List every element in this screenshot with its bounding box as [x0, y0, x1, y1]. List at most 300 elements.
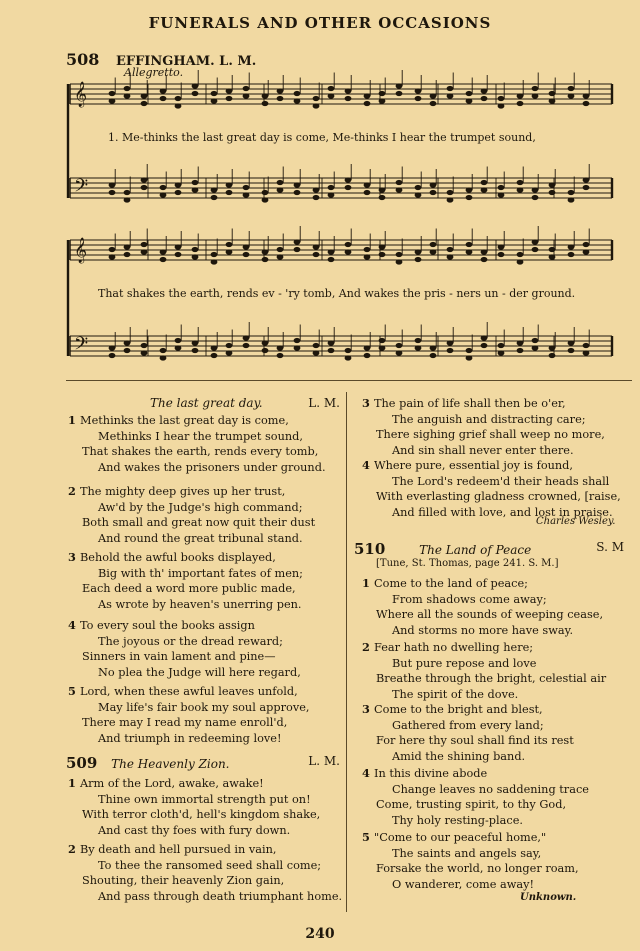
stanza-line: The pain of life shall then be o'er,	[374, 397, 566, 410]
notehead	[226, 249, 233, 254]
notehead	[532, 338, 539, 343]
stanza-line: With terror cloth'd, hell's kingdom shake,	[82, 808, 321, 822]
notehead	[160, 348, 167, 353]
stanza-line: Forsake the world, no longer roam,	[376, 862, 579, 876]
hymn-510-stanza-3	[362, 702, 574, 764]
stanza-line: But pure repose and love	[392, 656, 537, 670]
notehead	[160, 88, 167, 93]
notehead	[313, 350, 320, 355]
notehead	[498, 350, 505, 355]
stanza-line: Both small and great now quit their dust	[82, 516, 316, 530]
stanza-line: And filled with love, and lost in praise.	[392, 505, 613, 519]
notehead	[109, 182, 116, 187]
notehead	[568, 86, 575, 91]
notehead	[294, 247, 301, 252]
notehead	[141, 177, 148, 182]
notehead	[160, 185, 167, 190]
notehead	[211, 345, 218, 350]
hymn-510-stanza-4	[362, 766, 589, 828]
notehead	[345, 185, 352, 190]
notehead	[447, 190, 454, 195]
tune-number: 508	[66, 50, 100, 69]
hymn-510-stanza-1	[362, 576, 604, 638]
stanza-line: Change leaves no saddening trace	[392, 782, 589, 796]
notehead	[226, 350, 233, 355]
notehead	[466, 91, 473, 96]
stanza-line: Come to the bright and blest,	[374, 703, 543, 716]
notehead	[364, 101, 371, 106]
stanza-line: The joyous or the dread reward;	[98, 634, 283, 648]
stanza-line: The saints and angels say,	[392, 846, 542, 860]
notehead	[430, 249, 437, 254]
notehead	[141, 185, 148, 190]
notehead	[568, 340, 575, 345]
notehead	[294, 190, 301, 195]
stanza-line: Gathered from every land;	[392, 718, 544, 732]
notehead	[379, 338, 386, 343]
notehead	[415, 96, 422, 101]
notehead	[364, 353, 371, 358]
notehead	[109, 91, 116, 96]
stanza-line: Where pure, essential joy is found,	[374, 459, 573, 472]
notehead	[211, 259, 218, 264]
notehead	[294, 345, 301, 350]
stanza-line: Fear hath no dwelling here;	[374, 641, 534, 654]
notehead	[124, 197, 131, 202]
notehead	[109, 190, 116, 195]
stanza-number: 3	[362, 702, 370, 716]
hymn-509-heading	[66, 754, 340, 772]
notehead	[430, 190, 437, 195]
hymn-509-number: 509	[66, 754, 98, 772]
notehead	[277, 96, 284, 101]
notehead	[396, 180, 403, 185]
notehead	[175, 103, 182, 108]
notehead	[243, 93, 250, 98]
music-notes	[109, 70, 590, 361]
notehead	[481, 180, 488, 185]
notehead	[328, 249, 335, 254]
staff-lines	[68, 81, 612, 359]
notehead	[192, 91, 199, 96]
notehead	[124, 190, 131, 195]
notehead	[498, 252, 505, 257]
notehead	[277, 88, 284, 93]
stanza-line: The spirit of the dove.	[392, 687, 519, 701]
stanza-line: And cast thy foes with fury down.	[98, 823, 291, 837]
notehead	[396, 259, 403, 264]
notehead	[568, 197, 575, 202]
hymn-510-author: Unknown.	[520, 892, 577, 903]
notehead	[243, 343, 250, 348]
notehead	[430, 182, 437, 187]
hymn-508-author: Charles Wesley.	[536, 516, 616, 527]
notehead	[549, 247, 556, 252]
notehead	[345, 96, 352, 101]
notehead	[583, 249, 590, 254]
notehead	[430, 93, 437, 98]
notehead	[124, 93, 131, 98]
hymn-508-stanza-3-cont	[362, 396, 605, 458]
notehead	[313, 187, 320, 192]
notehead	[226, 96, 233, 101]
stanza-line: And wakes the prisoners under ground.	[98, 460, 326, 474]
notehead	[124, 252, 131, 257]
notehead	[141, 350, 148, 355]
notehead	[262, 340, 269, 345]
stanza-number: 4	[362, 766, 370, 780]
notehead	[109, 345, 116, 350]
notehead	[262, 93, 269, 98]
notehead	[364, 345, 371, 350]
notehead	[568, 252, 575, 257]
notehead	[415, 338, 422, 343]
notehead	[481, 96, 488, 101]
stanza-number: 3	[362, 396, 370, 410]
notehead	[447, 93, 454, 98]
notehead	[277, 254, 284, 259]
stanza-line: Big with th' important fates of men;	[98, 566, 303, 580]
notehead	[226, 182, 233, 187]
stanza-line: Where all the sounds of weeping cease,	[376, 608, 604, 622]
notehead	[328, 86, 335, 91]
notehead	[379, 91, 386, 96]
notehead	[583, 93, 590, 98]
notehead	[532, 86, 539, 91]
notehead	[345, 355, 352, 360]
notehead	[313, 96, 320, 101]
stanza-line: In this divine abode	[374, 767, 488, 780]
stanza-line: Thine own immortal strength put on!	[98, 792, 311, 806]
notehead	[583, 185, 590, 190]
notehead	[192, 83, 199, 88]
notehead	[379, 345, 386, 350]
hymn-510-meter: S. M	[596, 540, 624, 554]
notehead	[262, 101, 269, 106]
notehead	[175, 244, 182, 249]
notehead	[124, 86, 131, 91]
notehead	[226, 343, 233, 348]
notehead	[175, 96, 182, 101]
stanza-line: As wrote by heaven's unerring pen.	[98, 597, 302, 611]
notehead	[345, 88, 352, 93]
hymn-509-title: The Heavenly Zion.	[111, 757, 230, 771]
notehead	[517, 340, 524, 345]
stanza-number: 2	[68, 842, 76, 856]
notehead	[532, 345, 539, 350]
hymn-508-stanza-2	[68, 484, 316, 546]
notehead	[568, 244, 575, 249]
hymn-510-number: 510	[354, 540, 386, 558]
notehead	[466, 242, 473, 247]
notehead	[517, 101, 524, 106]
notehead	[583, 177, 590, 182]
notehead	[226, 242, 233, 247]
notehead	[549, 190, 556, 195]
notehead	[466, 249, 473, 254]
stanza-line: Breathe through the bright, celestial air	[376, 672, 607, 686]
stanza-line: The mighty deep gives up her trust,	[80, 485, 286, 498]
treble-clef: 𝄞	[74, 82, 88, 107]
page-header: FUNERALS AND OTHER OCCASIONS	[148, 14, 492, 32]
stanza-line: Thy holy resting-place.	[392, 813, 523, 827]
notehead	[175, 182, 182, 187]
notehead	[447, 247, 454, 252]
notehead	[532, 187, 539, 192]
notehead	[415, 345, 422, 350]
notehead	[517, 93, 524, 98]
notehead	[277, 353, 284, 358]
notehead	[466, 355, 473, 360]
notehead	[211, 252, 218, 257]
notehead	[141, 101, 148, 106]
notehead	[175, 338, 182, 343]
notehead	[430, 353, 437, 358]
hymn-508-stanza-3	[68, 550, 303, 612]
stanza-line: Amid the shining band.	[392, 749, 526, 763]
notehead	[262, 348, 269, 353]
notehead	[396, 343, 403, 348]
notehead	[277, 345, 284, 350]
notehead	[192, 180, 199, 185]
notehead	[364, 190, 371, 195]
hymn-508-stanza-4-cont	[362, 458, 621, 520]
notehead	[141, 242, 148, 247]
notehead	[211, 195, 218, 200]
stanza-line: "Come to our peaceful home,"	[374, 831, 547, 844]
notehead	[226, 190, 233, 195]
music-score	[0, 0, 640, 380]
stanza-line: From shadows come away;	[392, 592, 547, 606]
stanza-line: Behold the awful books displayed,	[80, 551, 276, 564]
notehead	[124, 244, 131, 249]
notehead	[549, 254, 556, 259]
lyric-line-2: That shakes the earth, rends ev - 'ry tomb, And wakes the pris - ners un - der ground.	[98, 287, 576, 300]
notehead	[328, 93, 335, 98]
hymn-510-tune-reference: [Tune, St. Thomas, page 241. S. M.]	[376, 558, 559, 569]
stanza-line: And sin shall never enter there.	[392, 443, 574, 457]
stanza-line: Aw'd by the Judge's high command;	[98, 500, 303, 514]
notehead	[396, 91, 403, 96]
notehead	[328, 257, 335, 262]
notehead	[364, 182, 371, 187]
notehead	[517, 187, 524, 192]
notehead	[498, 343, 505, 348]
stanza-number: 2	[68, 484, 76, 498]
notehead	[109, 254, 116, 259]
stanza-number: 2	[362, 640, 370, 654]
notehead	[396, 83, 403, 88]
notehead	[262, 190, 269, 195]
stanza-line: The anguish and distracting care;	[392, 412, 586, 426]
notehead	[481, 257, 488, 262]
notehead	[364, 93, 371, 98]
notehead	[481, 88, 488, 93]
notehead	[328, 192, 335, 197]
notehead	[211, 353, 218, 358]
notehead	[175, 252, 182, 257]
notehead	[498, 96, 505, 101]
stanza-line: And triumph in redeeming love!	[98, 731, 282, 745]
notehead	[430, 345, 437, 350]
stanza-line: And pass through death triumphant home.	[98, 889, 343, 903]
stanza-line: The Lord's redeem'd their heads shall	[392, 474, 610, 488]
notehead	[192, 340, 199, 345]
stanza-number: 5	[362, 830, 370, 844]
column-divider	[346, 392, 347, 912]
notehead	[532, 93, 539, 98]
notehead	[466, 348, 473, 353]
notehead	[532, 195, 539, 200]
notehead	[549, 91, 556, 96]
hymn-510-title: The Land of Peace	[419, 543, 532, 557]
notehead	[313, 195, 320, 200]
stanza-line: Come, trusting spirit, to thy God,	[376, 798, 567, 812]
hymn-509-meter: L. M.	[308, 754, 340, 768]
notehead	[262, 249, 269, 254]
notehead	[568, 190, 575, 195]
notehead	[364, 254, 371, 259]
notehead	[415, 257, 422, 262]
stanza-line: Each deed a word more public made,	[82, 582, 296, 596]
notehead	[175, 190, 182, 195]
notehead	[583, 343, 590, 348]
stanza-line: With everlasting gladness crowned, [raise,	[376, 490, 621, 504]
notehead	[211, 98, 218, 103]
bass-clef: 𝄢	[74, 176, 89, 201]
notehead	[466, 187, 473, 192]
notehead	[277, 247, 284, 252]
notehead	[481, 343, 488, 348]
hymn-508-stanza-1	[68, 413, 326, 475]
section-divider	[66, 380, 632, 381]
stanza-number: 5	[68, 684, 76, 698]
stanza-line: That shakes the earth, rends every tomb,	[82, 445, 319, 459]
stanza-line: To thee the ransomed seed shall come;	[98, 858, 322, 872]
notehead	[415, 185, 422, 190]
notehead	[294, 338, 301, 343]
stanza-number: 1	[362, 576, 370, 590]
notehead	[430, 101, 437, 106]
bass-clef: 𝄢	[74, 334, 89, 359]
hymn-510-stanza-5	[362, 830, 579, 892]
notehead	[328, 340, 335, 345]
notehead	[481, 249, 488, 254]
notehead	[466, 195, 473, 200]
stanza-line: Lord, when these awful leaves unfold,	[80, 685, 298, 698]
notehead	[277, 180, 284, 185]
stanza-line: O wanderer, come away!	[392, 877, 535, 891]
hymn-508-stanza-5	[68, 684, 310, 746]
lyric-line-1: 1. Me-thinks the last great day is come, Me-thinks I hear the trumpet sound,	[108, 131, 536, 144]
notehead	[313, 343, 320, 348]
notehead	[447, 348, 454, 353]
notehead	[481, 187, 488, 192]
notehead	[345, 348, 352, 353]
stanza-line: Sinners in vain lament and pine—	[82, 650, 276, 664]
notehead	[532, 239, 539, 244]
notehead	[243, 335, 250, 340]
notehead	[379, 252, 386, 257]
hymn-508-heading	[150, 396, 340, 410]
notehead	[262, 197, 269, 202]
notehead	[498, 192, 505, 197]
notehead	[192, 254, 199, 259]
stanza-line: By death and hell pursued in vain,	[80, 843, 277, 856]
notehead	[415, 88, 422, 93]
notehead	[141, 249, 148, 254]
notehead	[160, 249, 167, 254]
notehead	[243, 86, 250, 91]
notehead	[517, 252, 524, 257]
notehead	[141, 343, 148, 348]
stanza-line: And storms no more have sway.	[392, 623, 574, 637]
notehead	[328, 348, 335, 353]
notehead	[160, 96, 167, 101]
notehead	[175, 345, 182, 350]
notehead	[396, 252, 403, 257]
notehead	[568, 348, 575, 353]
notehead	[568, 93, 575, 98]
notehead	[345, 249, 352, 254]
notehead	[415, 192, 422, 197]
notehead	[294, 239, 301, 244]
notehead	[430, 242, 437, 247]
notehead	[517, 180, 524, 185]
notehead	[549, 345, 556, 350]
notehead	[109, 98, 116, 103]
notehead	[345, 242, 352, 247]
notehead	[447, 254, 454, 259]
notehead	[583, 242, 590, 247]
notehead	[447, 197, 454, 202]
stanza-number: 1	[68, 776, 76, 790]
notehead	[124, 340, 131, 345]
notehead	[124, 348, 131, 353]
notehead	[379, 244, 386, 249]
hymn-508-stanza-4	[68, 618, 301, 680]
notehead	[160, 192, 167, 197]
stanza-line: To every soul the books assign	[80, 619, 255, 632]
hymn-510-heading	[354, 540, 624, 558]
hymn-509-stanza-2	[68, 842, 343, 904]
notehead	[498, 244, 505, 249]
notehead	[109, 353, 116, 358]
notehead	[549, 182, 556, 187]
stanza-number: 4	[68, 618, 76, 632]
notehead	[141, 93, 148, 98]
stanza-line: Arm of the Lord, awake, awake!	[80, 777, 264, 790]
stanza-line: There sighing grief shall weep no more,	[376, 428, 605, 442]
notehead	[379, 187, 386, 192]
stanza-line: Come to the land of peace;	[374, 577, 528, 590]
hymn-508-title: The last great day.	[150, 396, 263, 410]
notehead	[160, 355, 167, 360]
notehead	[447, 86, 454, 91]
notehead	[415, 249, 422, 254]
stanza-line: May life's fair book my soul approve,	[98, 700, 310, 714]
notehead	[447, 340, 454, 345]
notehead	[379, 98, 386, 103]
notehead	[211, 187, 218, 192]
notehead	[328, 185, 335, 190]
page-number: 240	[305, 926, 335, 942]
notehead	[396, 187, 403, 192]
stanza-line: No plea the Judge will here regard,	[98, 665, 301, 679]
notehead	[243, 192, 250, 197]
notehead	[243, 185, 250, 190]
notehead	[294, 91, 301, 96]
